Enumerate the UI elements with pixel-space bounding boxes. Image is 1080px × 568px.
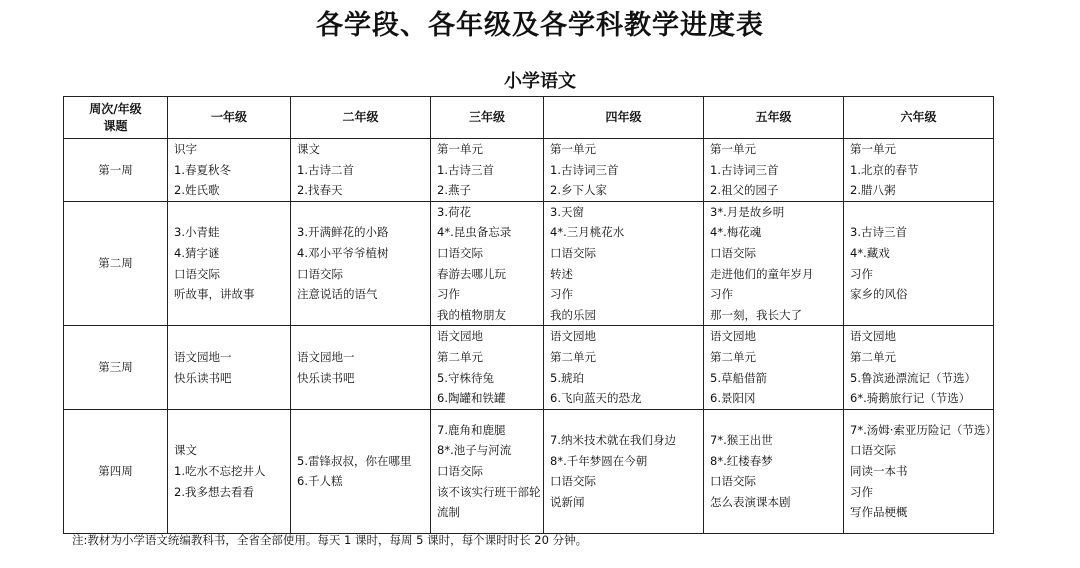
lesson-line: 写作品梗概 bbox=[850, 505, 908, 520]
lesson-line: 5.草船借箭 bbox=[710, 370, 767, 385]
lesson-line: 4*.昆虫备忘录 bbox=[437, 225, 512, 240]
lesson-line: 该不该实行班干部轮流制 bbox=[437, 484, 541, 520]
lesson-line: 3.开满鲜花的小路 bbox=[297, 225, 389, 240]
lesson-line: 同读一本书 bbox=[850, 463, 908, 478]
lesson-cell bbox=[431, 201, 544, 326]
grade-header: 三年级 bbox=[431, 97, 544, 139]
lesson-line: 6.千人糕 bbox=[297, 474, 343, 489]
lesson-line: 习作 bbox=[550, 287, 573, 302]
footnote: 注:教材为小学语文统编教科书，全省全部使用。每天 1 课时，每周 5 课时，每个课时时长 20 分钟。 bbox=[72, 533, 588, 547]
lesson-line: 口语交际 bbox=[850, 443, 896, 458]
lesson-line: 5.守株待兔 bbox=[437, 370, 494, 385]
lesson-line: 2.祖父的园子 bbox=[710, 183, 779, 198]
lesson-line: 1.古诗二首 bbox=[297, 162, 354, 177]
lesson-line: 2.我多想去看看 bbox=[174, 484, 254, 499]
lesson-line: 口语交际 bbox=[550, 474, 596, 489]
lesson-cell bbox=[291, 409, 431, 533]
lesson-line: 口语交际 bbox=[710, 245, 756, 260]
lesson-line: 语文园地 bbox=[850, 329, 896, 344]
lesson-line: 6.飞向蓝天的恐龙 bbox=[550, 391, 642, 406]
lesson-cell bbox=[168, 201, 291, 326]
lesson-line: 1.古诗词三首 bbox=[550, 162, 619, 177]
lesson-line: 6.景阳冈 bbox=[710, 391, 756, 406]
lesson-line: 我的植物朋友 bbox=[437, 307, 506, 322]
schedule-table bbox=[63, 96, 997, 534]
lesson-line: 3.天窗 bbox=[550, 204, 584, 219]
lesson-line: 口语交际 bbox=[437, 463, 483, 478]
lesson-cell bbox=[544, 201, 704, 326]
lesson-line: 5.鲁滨逊漂流记（节选） bbox=[850, 370, 976, 385]
lesson-cell bbox=[544, 326, 704, 409]
lesson-line: 习作 bbox=[710, 287, 733, 302]
lesson-line: 课文 bbox=[174, 443, 197, 458]
lesson-line: 7.鹿角和鹿腿 bbox=[437, 422, 506, 437]
lesson-line: 3.小青蛙 bbox=[174, 225, 220, 240]
lesson-line: 8*.千年梦圆在今朝 bbox=[550, 453, 648, 468]
week-label: 第一周 bbox=[64, 139, 168, 202]
corner-header-line: 周次/年级 bbox=[89, 101, 142, 116]
lesson-line: 7*.汤姆·索亚历险记（节选） bbox=[850, 422, 997, 437]
lesson-line: 2.燕子 bbox=[437, 183, 471, 198]
lesson-cell bbox=[704, 201, 844, 326]
lesson-line: 7.纳米技术就在我们身边 bbox=[550, 433, 676, 448]
lesson-line: 口语交际 bbox=[297, 266, 343, 281]
week-label: 第二周 bbox=[64, 201, 168, 326]
lesson-line: 第一单元 bbox=[550, 142, 596, 156]
lesson-line: 第二单元 bbox=[850, 349, 896, 364]
lesson-line: 3*.月是故乡明 bbox=[710, 204, 785, 219]
lesson-line: 口语交际 bbox=[710, 474, 756, 489]
lesson-line: 2.姓氏歌 bbox=[174, 183, 220, 198]
grade-header: 一年级 bbox=[168, 97, 291, 139]
lesson-line: 7*.猴王出世 bbox=[710, 433, 773, 448]
lesson-line: 那一刻，我长大了 bbox=[710, 307, 802, 322]
lesson-line: 4.猜字谜 bbox=[174, 245, 220, 260]
lesson-line: 4*.梅花魂 bbox=[710, 225, 762, 240]
lesson-line: 语文园地 bbox=[550, 329, 596, 344]
lesson-cell bbox=[431, 326, 544, 409]
lesson-line: 4.邓小平爷爷植树 bbox=[297, 245, 389, 260]
lesson-line: 语文园地一 bbox=[297, 349, 355, 364]
lesson-cell bbox=[168, 326, 291, 409]
lesson-line: 第二单元 bbox=[437, 349, 483, 364]
lesson-cell bbox=[704, 326, 844, 409]
lesson-cell bbox=[704, 139, 844, 202]
lesson-cell bbox=[844, 409, 997, 533]
lesson-cell bbox=[291, 326, 431, 409]
grade-header: 四年级 bbox=[544, 97, 704, 139]
lesson-line: 习作 bbox=[850, 484, 873, 499]
lesson-line: 转述 bbox=[550, 266, 573, 281]
lesson-line: 春游去哪儿玩 bbox=[437, 266, 506, 281]
lesson-line: 语文园地一 bbox=[174, 349, 232, 364]
lesson-line: 课文 bbox=[297, 142, 320, 156]
table-row bbox=[64, 201, 994, 326]
lesson-line: 语文园地 bbox=[710, 329, 756, 344]
table-row bbox=[64, 139, 994, 202]
lesson-line: 口语交际 bbox=[437, 245, 483, 260]
lesson-line: 1.吃水不忘挖井人 bbox=[174, 463, 266, 478]
lesson-cell bbox=[844, 201, 994, 326]
week-label: 第三周 bbox=[64, 326, 168, 409]
lesson-cell bbox=[704, 409, 844, 533]
lesson-line: 6*.骑鹅旅行记（节选） bbox=[850, 391, 971, 406]
lesson-line: 口语交际 bbox=[550, 245, 596, 260]
lesson-line: 第一单元 bbox=[850, 142, 896, 156]
lesson-line: 走进他们的童年岁月 bbox=[710, 266, 814, 281]
lesson-line: 1.春夏秋冬 bbox=[174, 162, 231, 177]
lesson-line: 怎么表演课本剧 bbox=[710, 494, 791, 509]
lesson-line: 快乐读书吧 bbox=[174, 370, 232, 385]
lesson-cell bbox=[291, 201, 431, 326]
lesson-line: 习作 bbox=[850, 266, 873, 281]
lesson-line: 2.腊八粥 bbox=[850, 183, 896, 198]
lesson-line: 1.古诗三首 bbox=[437, 162, 494, 177]
subject-title: 小学语文 bbox=[504, 71, 576, 92]
lesson-cell bbox=[431, 409, 544, 533]
lesson-cell bbox=[168, 139, 291, 202]
lesson-line: 识字 bbox=[174, 142, 197, 156]
lesson-line: 第二单元 bbox=[550, 349, 596, 364]
lesson-line: 第一单元 bbox=[437, 142, 483, 156]
page-title: 各学段、各年级及各学科教学进度表 bbox=[316, 10, 764, 41]
lesson-line: 3.古诗三首 bbox=[850, 225, 907, 240]
week-label: 第四周 bbox=[64, 409, 168, 533]
lesson-line: 2.找春天 bbox=[297, 183, 343, 198]
lesson-line: 第二单元 bbox=[710, 349, 756, 364]
lesson-line: 1.古诗词三首 bbox=[710, 162, 779, 177]
lesson-line: 语文园地 bbox=[437, 329, 483, 344]
lesson-cell bbox=[844, 326, 994, 409]
lesson-line: 6.陶罐和铁罐 bbox=[437, 391, 506, 406]
lesson-line: 5.雷锋叔叔，你在哪里 bbox=[297, 453, 412, 468]
lesson-line: 第一单元 bbox=[710, 142, 756, 156]
lesson-line: 8*.红楼春梦 bbox=[710, 453, 773, 468]
lesson-line: 3.荷花 bbox=[437, 204, 471, 219]
grade-header: 五年级 bbox=[704, 97, 844, 139]
lesson-line: 4*.藏戏 bbox=[850, 245, 890, 260]
lesson-line: 快乐读书吧 bbox=[297, 370, 355, 385]
header-row bbox=[64, 97, 994, 139]
table-row bbox=[64, 409, 994, 533]
lesson-line: 4*.三月桃花水 bbox=[550, 225, 625, 240]
lesson-cell bbox=[291, 139, 431, 202]
grade-header: 二年级 bbox=[291, 97, 431, 139]
lesson-line: 5.琥珀 bbox=[550, 370, 584, 385]
lesson-line: 家乡的风俗 bbox=[850, 287, 908, 302]
lesson-cell bbox=[431, 139, 544, 202]
lesson-cell bbox=[544, 409, 704, 533]
lesson-line: 注意说话的语气 bbox=[297, 287, 378, 302]
corner-header-line: 课题 bbox=[103, 118, 128, 133]
lesson-line: 8*.池子与河流 bbox=[437, 443, 512, 458]
lesson-cell bbox=[168, 409, 291, 533]
table-row bbox=[64, 326, 994, 409]
lesson-line: 2.乡下人家 bbox=[550, 183, 607, 198]
lesson-line: 听故事，讲故事 bbox=[174, 287, 255, 302]
grade-header: 六年级 bbox=[844, 97, 994, 139]
lesson-line: 我的乐园 bbox=[550, 307, 596, 322]
lesson-line: 口语交际 bbox=[174, 266, 220, 281]
lesson-cell bbox=[844, 139, 994, 202]
lesson-line: 习作 bbox=[437, 287, 460, 302]
lesson-cell bbox=[544, 139, 704, 202]
lesson-line: 1.北京的春节 bbox=[850, 162, 919, 177]
corner-header bbox=[64, 97, 168, 139]
lesson-line: 说新闻 bbox=[550, 494, 585, 509]
